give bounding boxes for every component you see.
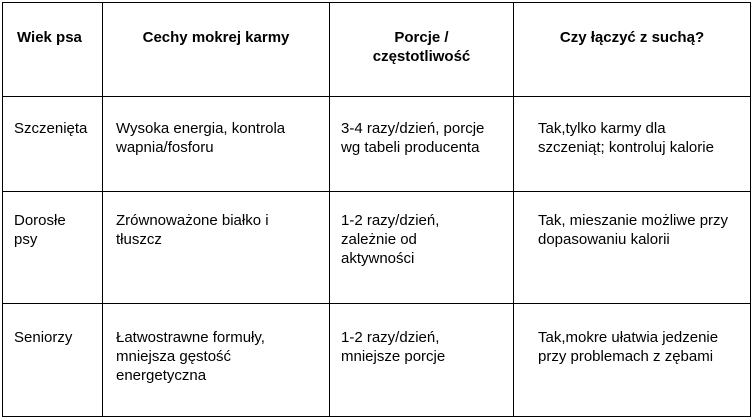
cell-combine: Tak,mokre ułatwia jedzenie przy problemach z zębami [514,304,751,417]
cell-features: Zrównoważone białko i tłuszcz [103,192,330,304]
header-combine: Czy łączyć z suchą? [514,3,751,97]
header-age: Wiek psa [3,3,103,97]
header-portions: Porcje / częstotliwość [330,3,514,97]
cell-features: Wysoka energia, kontrola wapnia/fosforu [103,97,330,192]
cell-age: Szczenięta [3,97,103,192]
cell-combine: Tak, mieszanie możliwe przy dopasowaniu kalorii [514,192,751,304]
header-features: Cechy mokrej karmy [103,3,330,97]
table-row [3,97,751,192]
cell-portions: 1-2 razy/dzień, zależnie od aktywności [330,192,514,304]
cell-portions: 1-2 razy/dzień, mniejsze porcje [330,304,514,417]
cell-age: Dorosłe psy [3,192,103,304]
table-header-row [3,3,751,97]
table-row [3,192,751,304]
table-row [3,304,751,417]
cell-portions: 3-4 razy/dzień, porcje wg tabeli producenta [330,97,514,192]
cell-combine: Tak,tylko karmy dla szczeniąt; kontroluj kalorie [514,97,751,192]
dog-food-table [2,2,751,417]
cell-features: Łatwostrawne formuły, mniejsza gęstość energetyczna [103,304,330,417]
cell-age: Seniorzy [3,304,103,417]
